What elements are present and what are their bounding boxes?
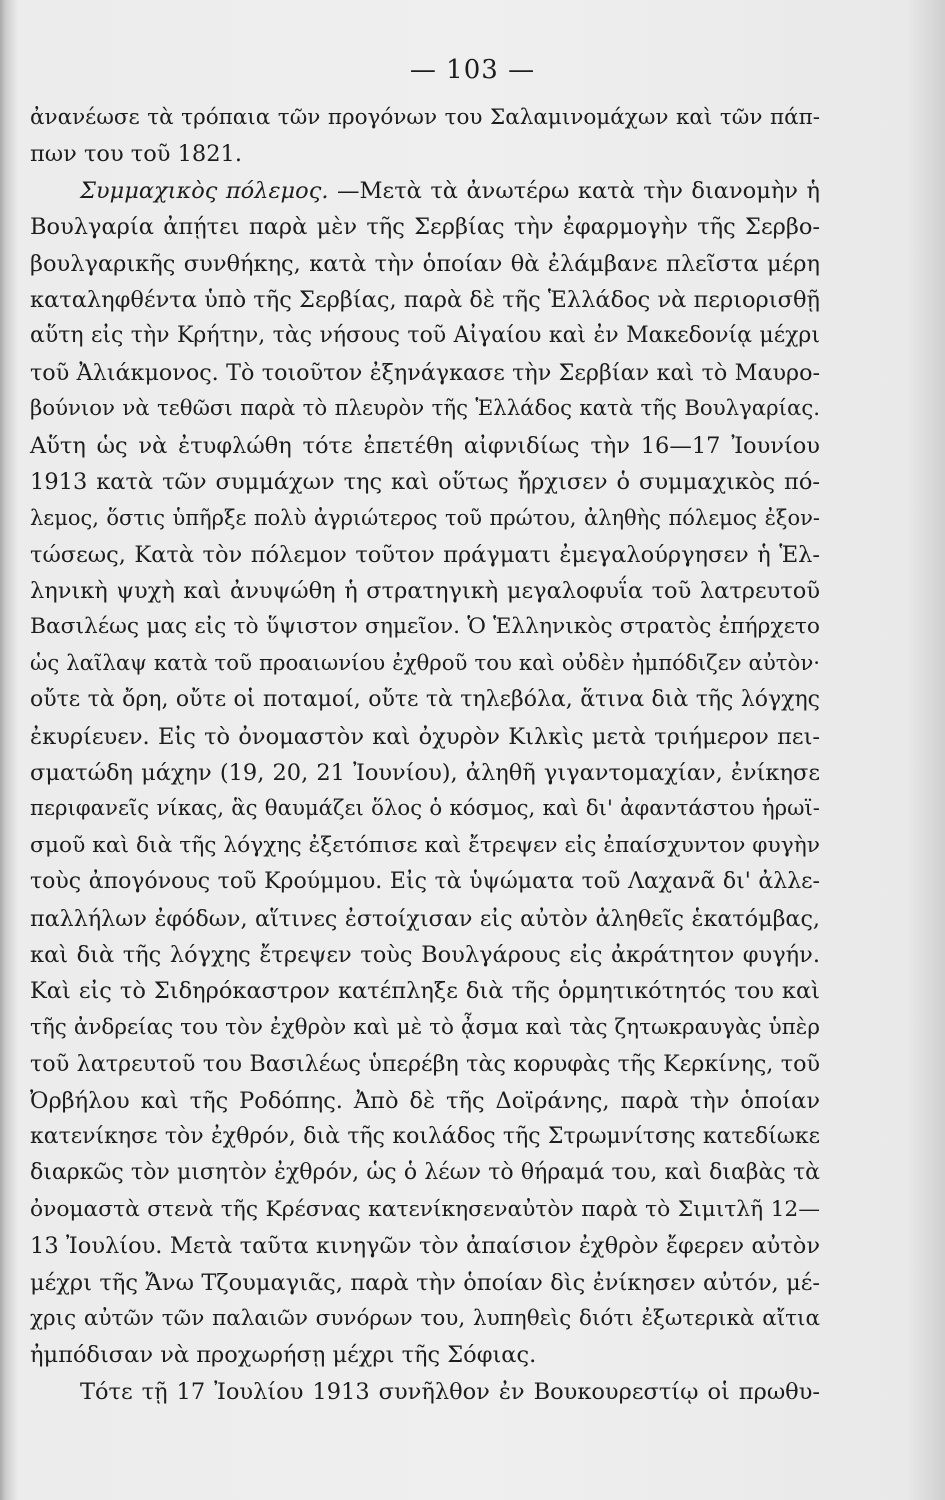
text-line: τῆς ἀνδρείας του τὸν ἐχθρὸν καὶ μὲ τὸ ᾆσμα καὶ τὰς ζητωκραυγὰς ὑπὲρ [30, 1014, 820, 1040]
text-line: λεμος, ὅστις ὑπῆρξε πολὺ ἀγριώτερος τοῦ πρώτου, ἀληθὴς πόλεμος ἐξον- [30, 506, 820, 531]
text-line: οὔτε τὰ ὄρη, οὔτε οἱ ποταμοί, οὔτε τὰ τηλεβόλα, ἅτινα διὰ τῆς λόγχης [30, 687, 820, 713]
text-line: τοῦ Ἀλιάκμονος. Τὸ τοιοῦτον ἐξηνάγκασε τὴν Σερβίαν καὶ τὸ Μαυρο- [30, 359, 820, 386]
text-line: περιφανεῖς νίκας, ἃς θαυμάζει ὅλος ὁ κόσμος, καὶ δι' ἀφαντάστου ἡρωϊ- [30, 796, 820, 822]
text-line: πων του τοῦ 1821. [30, 141, 243, 168]
text-line-rest: —Μετὰ τὰ ἀνωτέρω κατὰ τὴν διανομὴν ἡ [328, 177, 820, 204]
text-line: σμοῦ καὶ διὰ τῆς λόγχης ἐξετόπισε καὶ ἔτρεψεν εἰς ἐπαίσχυντον φυγὴν [30, 832, 820, 858]
text-line: μέχρι τῆς Ἄνω Τζουμαγιᾶς, παρὰ τὴν ὁποίαν δὶς ἐνίκησεν αὐτόν, μέ- [30, 1269, 820, 1296]
text-line: ὀνομαστὰ στενὰ τῆς Κρέσνας κατενίκησεναὐτὸν παρὰ τὸ Σιμιτλῆ 12— [30, 1196, 820, 1222]
text-line: 13 Ἰουλίου. Μετὰ ταῦτα κινηγῶν τὸν ἀπαίσιον ἐχθρὸν ἔφερεν αὐτὸν [30, 1233, 820, 1260]
text-line: διαρκῶς τὸν μισητὸν ἐχθρόν, ὡς ὁ λέων τὸ θήραμά του, καὶ διαβὰς τὰ [30, 1160, 820, 1186]
text-line: ἀνανέωσε τὰ τρόπαια τῶν προγόνων του Σαλαμινομάχων καὶ τῶν πάπ- [30, 105, 820, 130]
text-line: ληνικὴ ψυχὴ καὶ ἀνυψώθη ἡ στρατηγικὴ μεγαλοφυΐα τοῦ λατρευτοῦ [30, 578, 820, 605]
text-line: ὡς λαῖλαψ κατὰ τοῦ προαιωνίου ἐχθροῦ του καὶ οὐδὲν ἠμπόδιζεν αὐτὸν· [30, 650, 820, 676]
text-line: Βουλγαρία ἀπῄτει παρὰ μὲν τῆς Σερβίας τὴν ἐφαρμογὴν τῆς Σερβο- [30, 214, 820, 241]
text-line: Τότε τῇ 17 Ἰουλίου 1913 συνῆλθον ἐν Βουκουρεστίῳ οἱ πρωθυ- [80, 1378, 820, 1405]
text-line: σματώδη μάχην (19, 20, 21 Ἰουνίου), ἀληθῆ γιγαντομαχίαν, ἐνίκησε [30, 760, 820, 787]
text-line: καταληφθέντα ὑπὸ τῆς Σερβίας, παρὰ δὲ τῆς Ἑλλάδος νὰ περιορισθῇ [30, 286, 820, 313]
section-heading-line [30, 173, 820, 209]
text-line: 1913 κατὰ τῶν συμμάχων της καὶ οὕτως ἤρχισεν ὁ συμμαχικὸς πό- [30, 468, 820, 495]
text-line: ἠμπόδισαν νὰ προχωρήσῃ μέχρι τῆς Σόφιας. [30, 1342, 537, 1369]
text-line: παλλήλων ἐφόδων, αἵτινες ἐστοίχισαν εἰς αὐτὸν ἀληθεῖς ἑκατόμβας, [30, 905, 820, 932]
text-line: βουλγαρικῆς συνθήκης, κατὰ τὴν ὁποίαν θὰ ἐλάμβανε πλεῖστα μέρη [30, 250, 820, 277]
text-line: καὶ διὰ τῆς λόγχης ἔτρεψεν τοὺς Βουλγάρους εἰς ἀκράτητον φυγήν. [30, 941, 820, 968]
text-line: τοὺς ἀπογόνους τοῦ Κρούμμου. Εἰς τὰ ὑψώματα τοῦ Λαχανᾶ δι' ἀλλε- [30, 869, 820, 895]
text-line: τοῦ λατρευτοῦ του Βασιλέως ὑπερέβη τὰς κορυφὰς τῆς Κερκίνης, τοῦ [30, 1051, 820, 1078]
section-heading: Συμμαχικὸς πόλεμος. [80, 177, 329, 204]
text-line: τώσεως, Κατὰ τὸν πόλεμον τοῦτον πράγματι ἐμεγαλούργησεν ἡ Ἑλ- [30, 541, 820, 568]
text-line: χρις αὐτῶν τῶν παλαιῶν συνόρων του, λυπηθεὶς διότι ἐξωτερικὰ αἴτια [30, 1305, 820, 1331]
text-line: Ὀρβήλου καὶ τῆς Ροδόπης. Ἀπὸ δὲ τῆς Δοϊράνης, παρὰ τὴν ὁποίαν [30, 1087, 820, 1114]
page-number: — 103 — [409, 55, 536, 85]
body-text [30, 100, 820, 1410]
text-line: αὕτη εἰς τὴν Κρήτην, τὰς νήσους τοῦ Αἰγαίου καὶ ἐν Μακεδονίᾳ μέχρι [30, 323, 820, 349]
text-line: Βασιλέως μας εἰς τὸ ὕψιστον σημεῖον. Ὁ Ἑλληνικὸς στρατὸς ἐπήρχετο [30, 614, 820, 640]
text-line: ἐκυρίευεν. Εἰς τὸ ὀνομαστὸν καὶ ὀχυρὸν Κιλκὶς μετὰ τριήμερον πει- [30, 723, 820, 750]
text-line: Καὶ εἰς τὸ Σιδηρόκαστρον κατέπληξε διὰ τῆς ὁρμητικότητός του καὶ [30, 978, 820, 1005]
text-line: βούνιον νὰ τεθῶσι παρὰ τὸ πλευρὸν τῆς Ἑλλάδος κατὰ τῆς Βουλγαρίας. [30, 396, 820, 422]
text-line: κατενίκησε τὸν ἐχθρόν, διὰ τῆς κοιλάδος τῆς Στρωμνίτσης κατεδίωκε [30, 1123, 820, 1149]
text-line: Αὕτη ὡς νὰ ἐτυφλώθη τότε ἐπετέθη αἰφνιδίως τὴν 16—17 Ἰουνίου [30, 432, 820, 459]
